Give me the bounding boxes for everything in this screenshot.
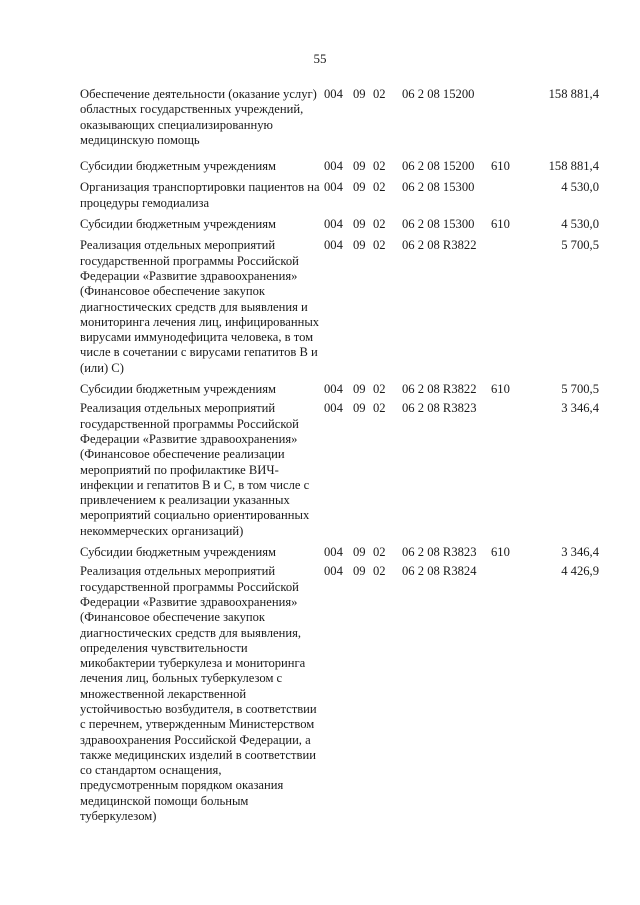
amount-value: 3 346,4 — [561, 401, 599, 416]
section-code: 09 — [353, 87, 366, 101]
ministry-code: 004 — [324, 87, 343, 101]
table-row — [0, 87, 640, 148]
subsection-code: 02 — [373, 159, 386, 174]
ministry-code: 004 — [324, 545, 343, 560]
section-code: 09 — [353, 401, 366, 416]
ministry-code: 004 — [324, 180, 343, 195]
expense-type-code: 610 — [491, 217, 510, 232]
target-article-code: 06 2 08 15300 — [402, 180, 475, 195]
ministry-code: 004 — [324, 382, 343, 397]
amount-value: 4 426,9 — [561, 564, 599, 579]
amount-value: 4 530,0 — [561, 217, 599, 232]
expense-type-code: 610 — [491, 545, 510, 560]
table-row — [0, 180, 640, 211]
table-row — [0, 401, 640, 539]
expense-type-code: 610 — [491, 159, 510, 174]
table-row — [0, 564, 640, 824]
section-code: 09 — [353, 564, 366, 579]
table-row — [0, 217, 640, 232]
ministry-code: 004 — [324, 238, 343, 253]
expense-name: Обеспечение деятельности (оказание услуг) областных государственных учреждений, оказывающих специализированную медицинскую помощь — [80, 87, 317, 147]
ministry-code: 004 — [324, 401, 343, 416]
expense-name: Организация транспортировки пациентов на процедуры гемодиализа — [80, 180, 320, 210]
table-row — [0, 545, 640, 560]
page-number: 55 — [313, 51, 327, 66]
amount-value: 158 881,4 — [548, 87, 599, 101]
amount-value: 4 530,0 — [561, 180, 599, 195]
subsection-code: 02 — [373, 180, 386, 195]
section-code: 09 — [353, 217, 366, 232]
target-article-code: 06 2 08 R3823 — [402, 401, 477, 416]
subsection-code: 02 — [373, 238, 386, 253]
table-row — [0, 382, 640, 397]
budget-table — [0, 87, 640, 824]
subsection-code: 02 — [373, 545, 386, 560]
table-row — [0, 159, 640, 174]
expense-name: Субсидии бюджетным учреждениям — [80, 545, 276, 560]
amount-value: 3 346,4 — [561, 545, 599, 560]
amount-value: 158 881,4 — [548, 159, 599, 174]
target-article-code: 06 2 08 15200 — [402, 159, 475, 174]
target-article-code: 06 2 08 R3822 — [402, 238, 477, 253]
section-code: 09 — [353, 159, 366, 174]
target-article-code: 06 2 08 R3822 — [402, 382, 477, 397]
section-code: 09 — [353, 545, 366, 560]
target-article-code: 06 2 08 R3824 — [402, 564, 477, 579]
table-row — [0, 238, 640, 376]
expense-name: Субсидии бюджетным учреждениям — [80, 382, 276, 397]
subsection-code: 02 — [373, 87, 386, 101]
subsection-code: 02 — [373, 382, 386, 397]
subsection-code: 02 — [373, 564, 386, 579]
subsection-code: 02 — [373, 217, 386, 232]
amount-value: 5 700,5 — [561, 382, 599, 397]
expense-name: Реализация отдельных мероприятий государственной программы Российской Федерации «Развитие здравоохранения» (Финансовое обеспечение закупок диагностических средств для выявления и мониторинга лечения лиц, инфицированных вирусами иммунодефицита человека, в том числе в сочетании с вирусами гепатитов В и (или) С) — [80, 238, 320, 375]
subsection-code: 02 — [373, 401, 386, 416]
ministry-code: 004 — [324, 159, 343, 174]
ministry-code: 004 — [324, 217, 343, 232]
target-article-code: 06 2 08 15200 — [402, 87, 475, 101]
expense-name: Реализация отдельных мероприятий государственной программы Российской Федерации «Развитие здравоохранения» (Финансовое обеспечение реализации мероприятий по профилактике ВИЧ-инфекции и гепатитов В и С, в том числе с привлечением к реализации указанных мероприятий социально ориентированных некоммерческих организаций) — [80, 401, 310, 538]
section-code: 09 — [353, 238, 366, 253]
expense-name: Субсидии бюджетным учреждениям — [80, 217, 276, 232]
expense-type-code: 610 — [491, 382, 510, 397]
section-code: 09 — [353, 382, 366, 397]
target-article-code: 06 2 08 15300 — [402, 217, 475, 232]
expense-name: Субсидии бюджетным учреждениям — [80, 159, 276, 174]
expense-name: Реализация отдельных мероприятий государственной программы Российской Федерации «Развитие здравоохранения» (Финансовое обеспечение закупок диагностических средств для выявления, определения чувствительности микобактерии туберкулеза и мониторинга лечения лиц, больных туберкулезом с множественной лекарственной устойчивостью возбудителя, в соответствии с перечнем, утвержденным Министерством здравоохранения Российской Федерации, а также медицинских изделий в соответствии со стандартом оснащения, предусмотренным порядком оказания медицинской помощи больным туберкулезом) — [80, 564, 317, 824]
amount-value: 5 700,5 — [561, 238, 599, 253]
ministry-code: 004 — [324, 564, 343, 579]
section-code: 09 — [353, 180, 366, 195]
target-article-code: 06 2 08 R3823 — [402, 545, 477, 560]
